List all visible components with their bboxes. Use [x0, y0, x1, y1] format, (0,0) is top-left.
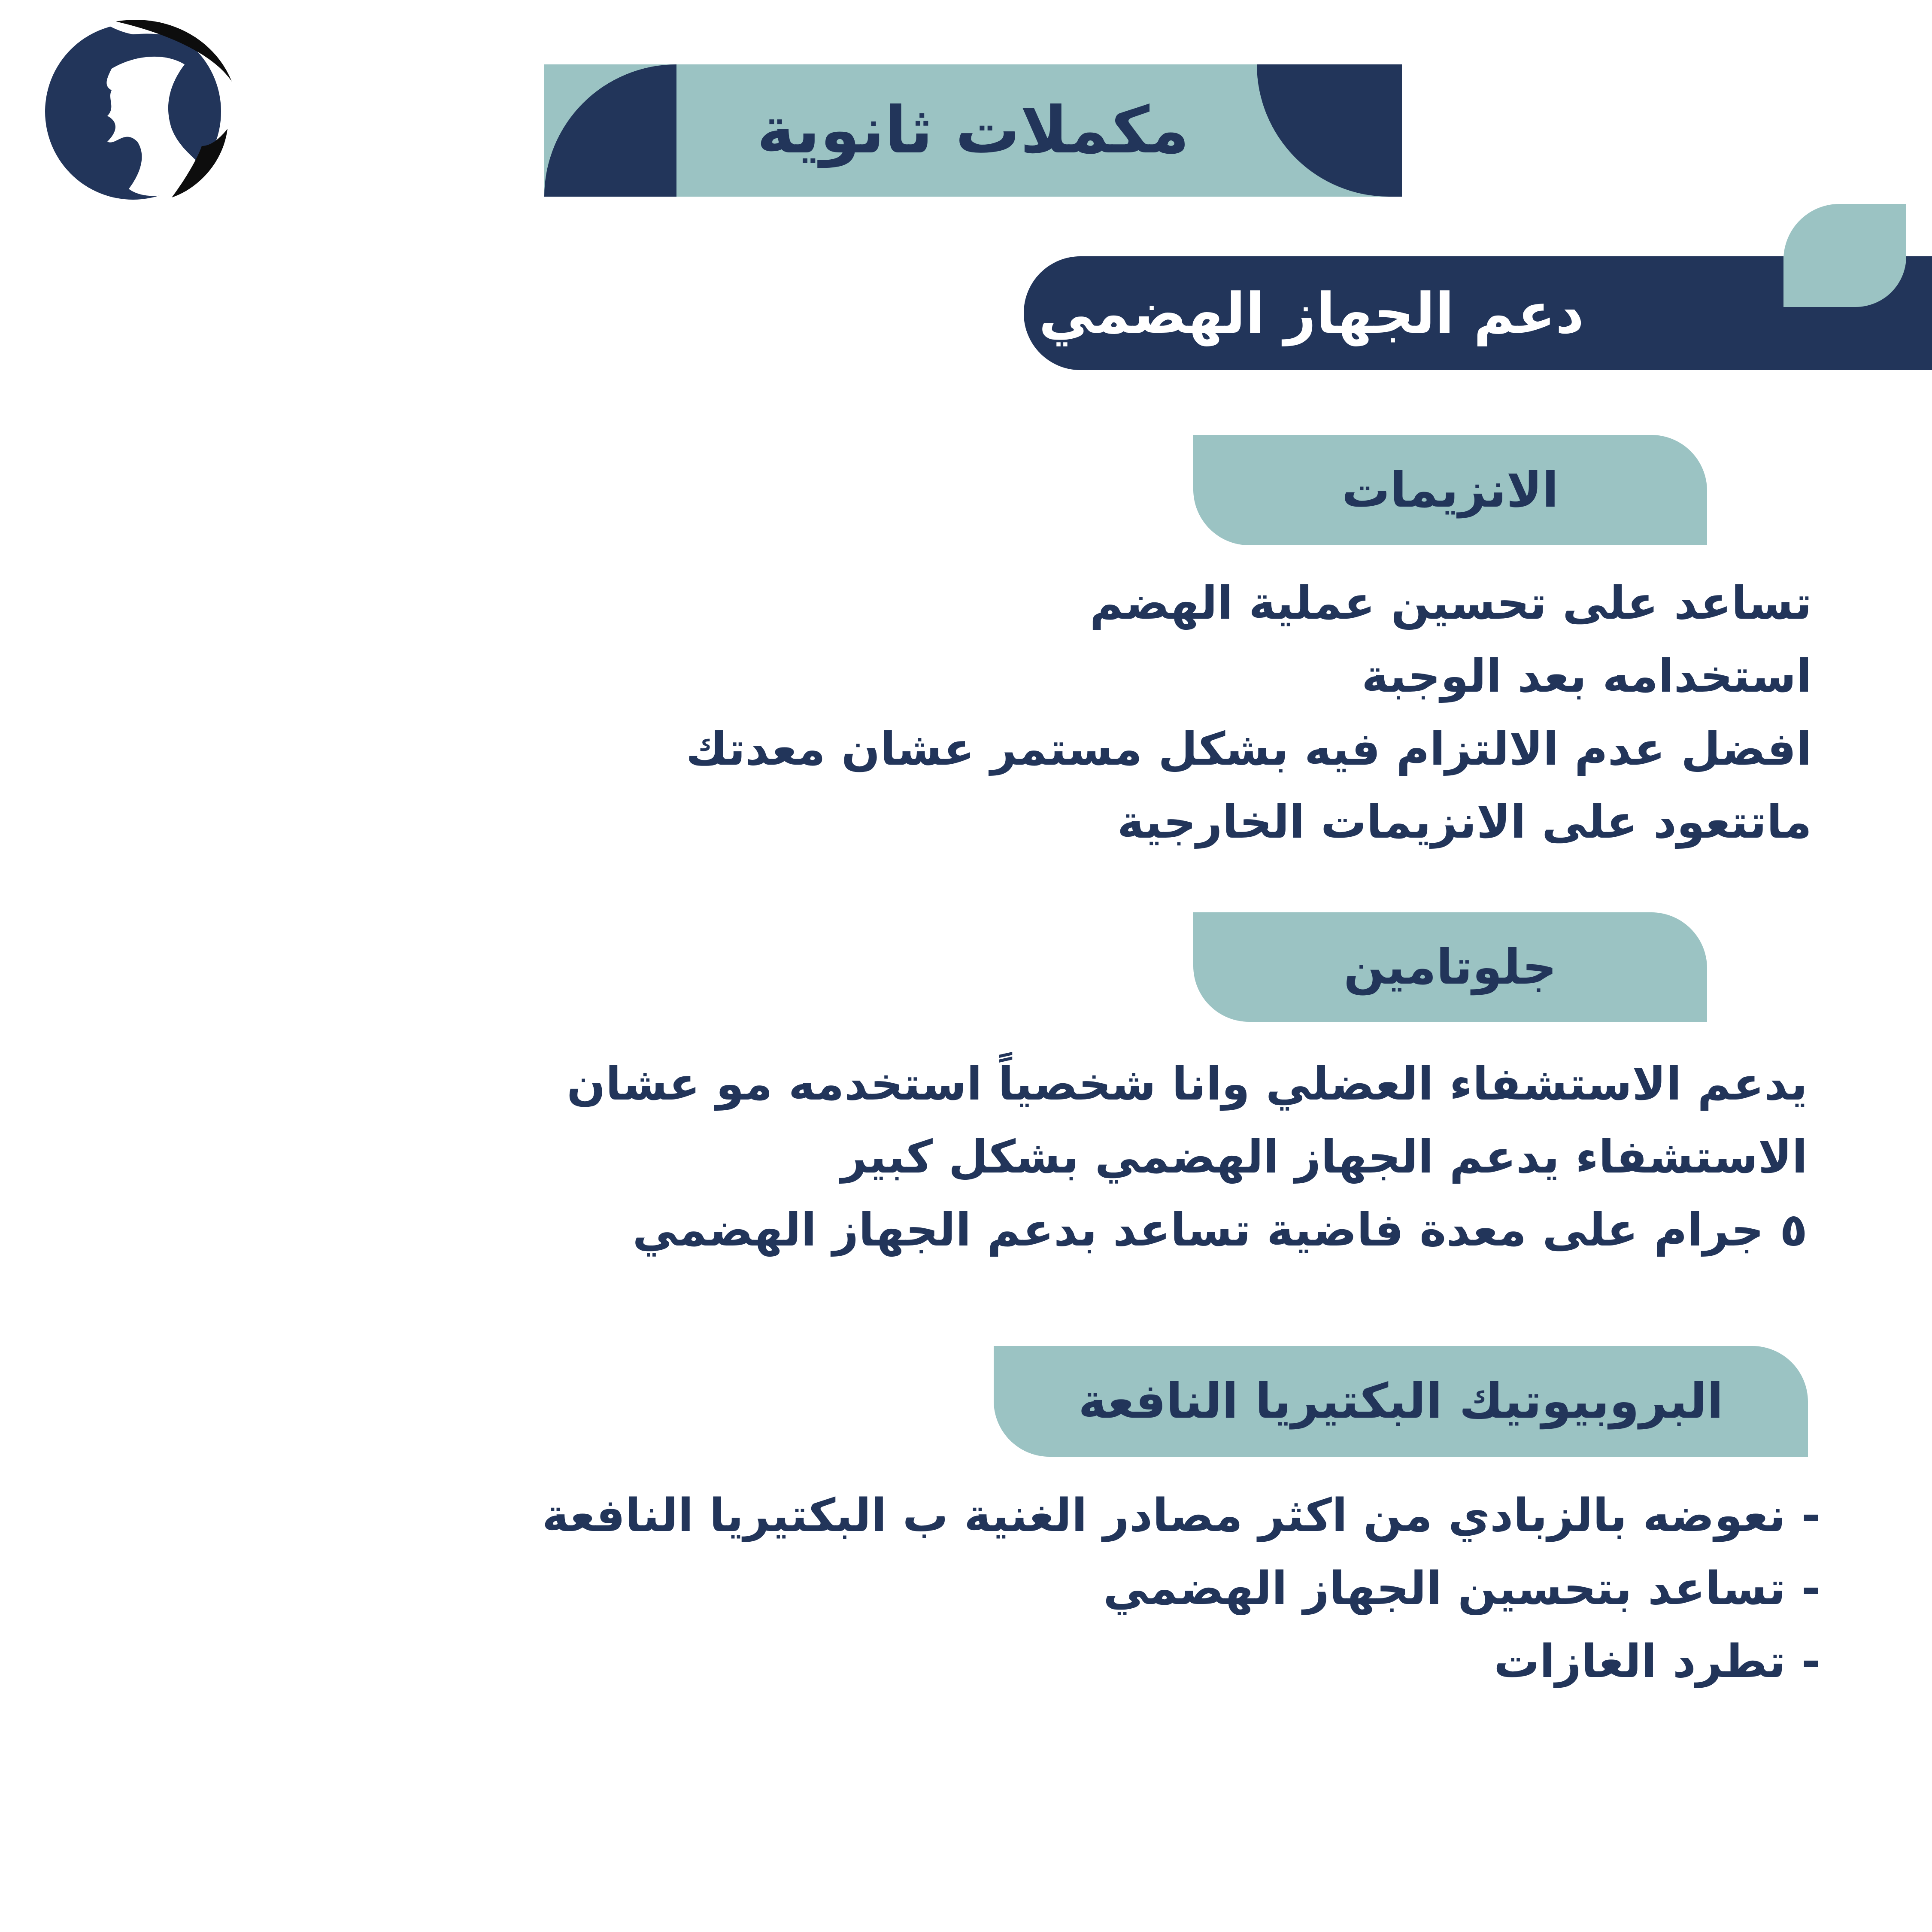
enzymes-line: افضل عدم الالتزام فيه بشكل مستمر عشان معدتك [685, 723, 1812, 775]
heading-probiotic: البروبيوتيك البكتيريا النافعة [994, 1346, 1808, 1457]
probiotic-line: - تطرد الغازات [1494, 1635, 1820, 1688]
glutamine-line: ٥ جرام على معدة فاضية تساعد بدعم الجهاز الهضمي [632, 1203, 1808, 1256]
heading-glutamine: جلوتامين [1193, 912, 1707, 1022]
enzymes-line: تساعد على تحسين عملية الهضم [1089, 577, 1812, 629]
glutamine-text [262, 1048, 1808, 1267]
brand-logo [43, 17, 236, 202]
enzymes-text [438, 567, 1812, 859]
heading-enzymes: الانزيمات [1193, 435, 1707, 545]
glutamine-line: الاستشفاء يدعم الجهاز الهضمي بشكل كبير [840, 1130, 1808, 1183]
page-title: مكملات ثانوية [757, 93, 1189, 168]
enzymes-line: ماتتعود على الانزيمات الخارجية [1117, 796, 1812, 848]
woman-profile-crescent-logo-icon [43, 17, 236, 202]
enzymes-line: استخدامه بعد الوجبة [1362, 650, 1812, 702]
probiotic-line: - نعوضه بالزبادي من اكثر مصادر الغنية ب البكتيريا النافعة [542, 1489, 1820, 1542]
title-banner [544, 64, 1402, 197]
probiotic-text [275, 1479, 1820, 1698]
section-title: دعم الجهاز الهضمي [1039, 280, 1584, 346]
probiotic-line: - تساعد بتحسين الجهاز الهضمي [1103, 1562, 1820, 1615]
glutamine-line: يدعم الاستشفاء العضلي وانا شخصياً استخدمه مو عشان [567, 1057, 1808, 1110]
